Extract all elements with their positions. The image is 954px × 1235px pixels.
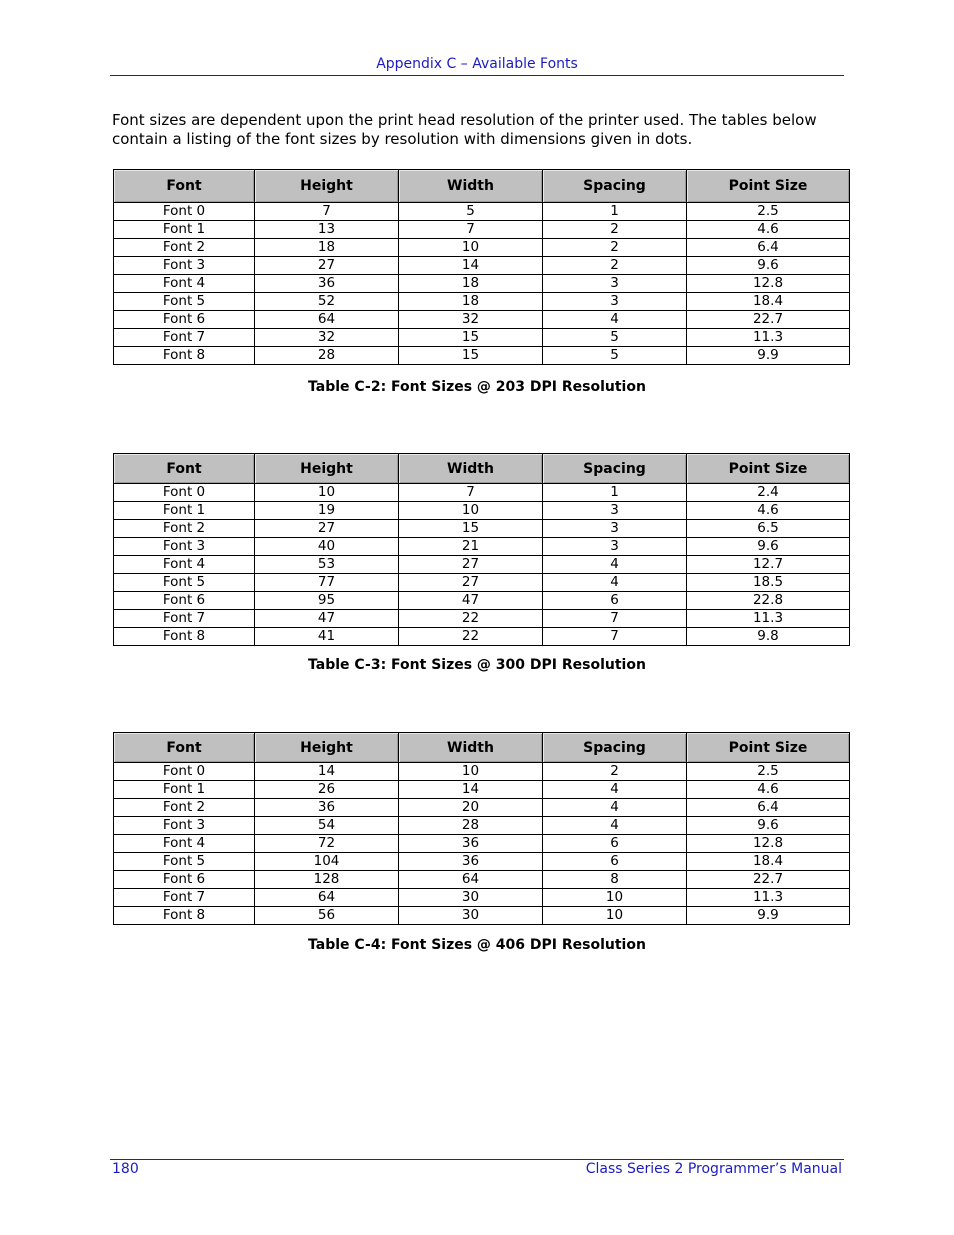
table-cell: Font 8 [114,907,255,925]
table-row [114,347,850,365]
intro-paragraph: Font sizes are dependent upon the print head resolution of the printer used. The tables below contain a listing of the font sizes by resolution with dimensions given in dots. [112,111,817,148]
manual-title: Class Series 2 Programmer’s Manual [585,1161,842,1177]
table-cell: 3 [543,293,687,311]
table-cell: Font 2 [114,520,255,538]
table-cell: 27 [399,574,543,592]
table-row [114,628,850,646]
table-cell: 28 [255,347,399,365]
table-cell: Font 2 [114,239,255,257]
table-cell: Font 4 [114,556,255,574]
table-cell: 4.6 [687,502,850,520]
table-cell: 2.5 [687,203,850,221]
table-cell: 14 [399,257,543,275]
column-header: Height [255,733,399,763]
table-row [114,484,850,502]
column-header: Height [255,170,399,203]
table-cell: Font 4 [114,275,255,293]
table-cell: 30 [399,889,543,907]
table-row [114,203,850,221]
column-header: Width [399,454,543,484]
table-cell: Font 1 [114,221,255,239]
table-cell: 12.7 [687,556,850,574]
table-cell: 54 [255,817,399,835]
table-cell: 36 [255,799,399,817]
table-cell: 26 [255,781,399,799]
table-cell: 7 [543,610,687,628]
column-header: Spacing [543,170,687,203]
table-cell: 128 [255,871,399,889]
table-cell: 9.8 [687,628,850,646]
table-cell: Font 8 [114,347,255,365]
column-header: Font [114,454,255,484]
table-cell: 10 [399,763,543,781]
table-cell: 10 [543,907,687,925]
table-cell: Font 6 [114,592,255,610]
table-cell: 1 [543,203,687,221]
table-cell: Font 3 [114,257,255,275]
table-cell: 36 [255,275,399,293]
table-row [114,293,850,311]
column-header: Spacing [543,733,687,763]
column-header: Height [255,454,399,484]
table-cell: Font 5 [114,574,255,592]
table-cell: 56 [255,907,399,925]
footer-rule [110,1159,844,1160]
table-cell: 2 [543,257,687,275]
table-cell: 47 [255,610,399,628]
table-caption: Table C-2: Font Sizes @ 203 DPI Resolution [308,379,646,395]
table-cell: 14 [255,763,399,781]
table-cell: 11.3 [687,610,850,628]
table-cell: 6.4 [687,239,850,257]
table-cell: 18.4 [687,293,850,311]
column-header: Point Size [687,733,850,763]
table-cell: Font 7 [114,610,255,628]
table-cell: 21 [399,538,543,556]
table-cell: 4 [543,311,687,329]
table-cell: Font 4 [114,835,255,853]
table-cell: 27 [255,257,399,275]
table-cell: 4 [543,799,687,817]
table-cell: Font 3 [114,538,255,556]
table-header-row [114,170,850,203]
table-cell: 104 [255,853,399,871]
table-row [114,502,850,520]
table-cell: 2 [543,239,687,257]
table-body [114,484,850,646]
table-cell: Font 7 [114,889,255,907]
table-cell: 41 [255,628,399,646]
table-cell: 2.5 [687,763,850,781]
page-header-title: Appendix C – Available Fonts [376,56,578,72]
table-cell: 6 [543,835,687,853]
table-cell: 20 [399,799,543,817]
table-cell: 22.7 [687,871,850,889]
table-cell: 5 [543,329,687,347]
table-row [114,871,850,889]
table-cell: 22.8 [687,592,850,610]
table-cell: 32 [255,329,399,347]
table-cell: 40 [255,538,399,556]
table-cell: 9.6 [687,538,850,556]
column-header: Spacing [543,454,687,484]
table-cell: 5 [399,203,543,221]
table-row [114,556,850,574]
table-cell: 6.5 [687,520,850,538]
table-cell: 22 [399,628,543,646]
table-cell: 8 [543,871,687,889]
table-cell: 3 [543,502,687,520]
table-cell: 22 [399,610,543,628]
column-header: Width [399,170,543,203]
table-cell: 28 [399,817,543,835]
column-header: Font [114,170,255,203]
table-cell: 6 [543,592,687,610]
table-cell: 7 [399,484,543,502]
table-cell: Font 6 [114,311,255,329]
table-cell: 10 [543,889,687,907]
table-row [114,592,850,610]
table-cell: Font 0 [114,763,255,781]
table-row [114,221,850,239]
table-row [114,520,850,538]
font-table-300dpi [113,453,850,646]
column-header: Width [399,733,543,763]
table-cell: 18.5 [687,574,850,592]
table-cell: Font 0 [114,484,255,502]
column-header: Point Size [687,454,850,484]
table-cell: 7 [543,628,687,646]
header-rule [110,75,844,76]
table-cell: 15 [399,329,543,347]
table-cell: Font 8 [114,628,255,646]
table-cell: 27 [399,556,543,574]
table-cell: 9.9 [687,907,850,925]
table-row [114,275,850,293]
table-cell: 4 [543,556,687,574]
table-cell: 3 [543,538,687,556]
table-cell: 4.6 [687,781,850,799]
table-caption: Table C-3: Font Sizes @ 300 DPI Resolution [308,657,646,673]
table-cell: 4.6 [687,221,850,239]
table-cell: 77 [255,574,399,592]
table-cell: 10 [399,502,543,520]
table-body [114,763,850,925]
table-cell: 53 [255,556,399,574]
table-row [114,907,850,925]
table-row [114,781,850,799]
table-row [114,329,850,347]
table-cell: 27 [255,520,399,538]
table-row [114,610,850,628]
table-cell: 12.8 [687,835,850,853]
table-cell: 47 [399,592,543,610]
table-cell: Font 5 [114,293,255,311]
table-cell: Font 1 [114,502,255,520]
table-cell: 3 [543,275,687,293]
table-cell: Font 5 [114,853,255,871]
table-row [114,538,850,556]
table-cell: 14 [399,781,543,799]
table-cell: 18 [399,275,543,293]
table-cell: 52 [255,293,399,311]
table-cell: 2 [543,221,687,239]
table-cell: 36 [399,853,543,871]
font-table-406dpi [113,732,850,925]
table-cell: 72 [255,835,399,853]
table-cell: 3 [543,520,687,538]
table-row [114,817,850,835]
table-cell: 6 [543,853,687,871]
table-row [114,889,850,907]
page-number: 180 [112,1161,139,1177]
table-cell: 2.4 [687,484,850,502]
table-cell: 5 [543,347,687,365]
table-cell: Font 3 [114,817,255,835]
table-cell: 9.9 [687,347,850,365]
table-cell: 7 [255,203,399,221]
table-cell: 18 [255,239,399,257]
table-header-row [114,454,850,484]
table-row [114,574,850,592]
table-cell: 12.8 [687,275,850,293]
table-cell: Font 0 [114,203,255,221]
table-cell: 11.3 [687,889,850,907]
column-header: Font [114,733,255,763]
table-cell: 9.6 [687,257,850,275]
table-cell: Font 1 [114,781,255,799]
table-body [114,203,850,365]
table-cell: 15 [399,347,543,365]
table-cell: 36 [399,835,543,853]
column-header: Point Size [687,170,850,203]
table-row [114,311,850,329]
table-cell: 2 [543,763,687,781]
table-cell: 10 [255,484,399,502]
table-cell: 64 [255,889,399,907]
table-cell: 18 [399,293,543,311]
table-cell: 4 [543,817,687,835]
table-cell: Font 7 [114,329,255,347]
table-cell: 15 [399,520,543,538]
table-cell: 22.7 [687,311,850,329]
table-row [114,239,850,257]
table-cell: 30 [399,907,543,925]
table-cell: 4 [543,574,687,592]
table-cell: 9.6 [687,817,850,835]
table-header-row [114,733,850,763]
table-row [114,763,850,781]
table-cell: 18.4 [687,853,850,871]
table-cell: 10 [399,239,543,257]
table-row [114,835,850,853]
table-cell: 4 [543,781,687,799]
table-cell: 32 [399,311,543,329]
table-row [114,853,850,871]
table-row [114,257,850,275]
table-cell: 11.3 [687,329,850,347]
table-cell: Font 6 [114,871,255,889]
table-cell: 6.4 [687,799,850,817]
table-cell: 1 [543,484,687,502]
table-cell: 13 [255,221,399,239]
table-cell: 7 [399,221,543,239]
table-cell: 19 [255,502,399,520]
table-cell: 64 [399,871,543,889]
table-row [114,799,850,817]
table-cell: 95 [255,592,399,610]
table-cell: 64 [255,311,399,329]
table-caption: Table C-4: Font Sizes @ 406 DPI Resolution [308,937,646,953]
font-table-203dpi [113,169,850,365]
table-cell: Font 2 [114,799,255,817]
